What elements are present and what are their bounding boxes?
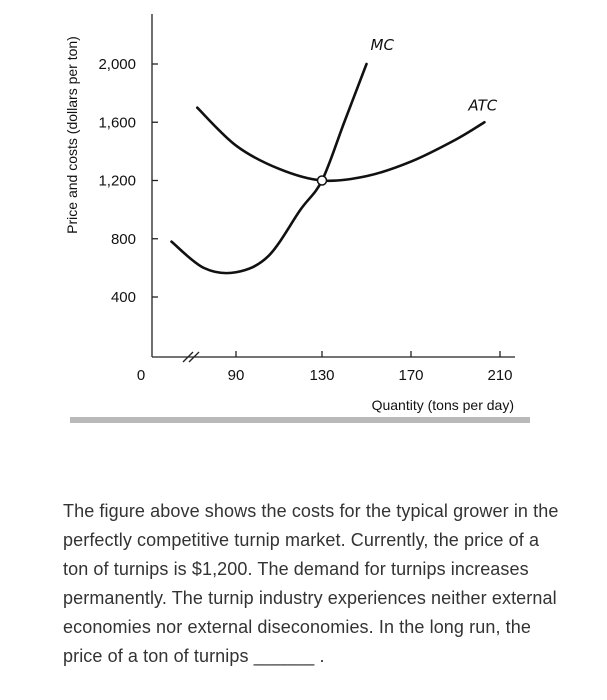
x-tick-label: 130 [309, 367, 335, 384]
y-tick-label: 1,600 [98, 114, 136, 132]
question-body: The figure above shows the costs for the typical grower in the perfectly competitive turnip market. Currently, the price of a ton of turnips is $1,200. The demand for turnips increases permanently. The turnip industry experiences neither external economies nor external diseconomies. In the long run, the price of a ton of turnips [63, 501, 559, 666]
curve-atc [197, 108, 484, 181]
curve-label-mc: MC [370, 36, 394, 54]
ticks [98, 56, 512, 384]
x-axis-title: Quantity (tons per day) [371, 397, 514, 413]
axes [152, 14, 515, 362]
curve-label-atc: ATC [468, 96, 498, 115]
y-tick-label: 400 [110, 289, 136, 306]
curves [172, 64, 485, 273]
x-tick-label: 170 [398, 367, 424, 384]
y-axis-title: Price and costs (dollars per ton) [64, 36, 80, 234]
x-tick-label: 0 [136, 367, 146, 384]
y-tick-label: 800 [110, 230, 136, 248]
x-tick-label: 90 [227, 367, 245, 384]
x-tick-label: 210 [487, 367, 513, 384]
question-text [63, 497, 563, 671]
answer-blank[interactable]: ______ . [253, 646, 325, 666]
divider-bar [70, 417, 530, 423]
y-tick-label: 1,200 [98, 172, 136, 190]
y-tick-label: 2,000 [98, 56, 136, 73]
curve-mc [172, 64, 367, 273]
intersection-point [318, 176, 327, 185]
